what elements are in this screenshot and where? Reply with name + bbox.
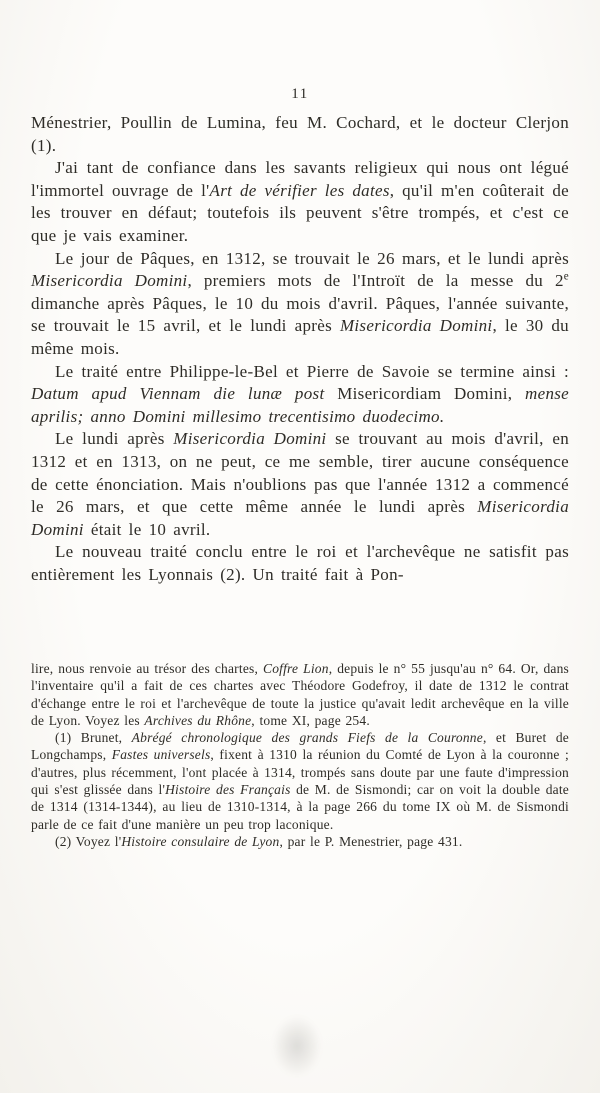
footnotes: [31, 660, 569, 850]
superscript-segment: e: [563, 270, 569, 283]
text-segment: J'ai tant de confiance dans les savants religieux qui nous ont légué l'immortel ouvrage de l': [31, 158, 569, 200]
italic-text-segment: Art de vérifier les dates: [209, 180, 390, 200]
italic-text-segment: Coffre Lion: [262, 661, 329, 676]
italic-text-segment: Misericordia Domini: [173, 429, 327, 449]
italic-text-segment: Fastes universels: [111, 747, 211, 763]
footnote-continuation: [31, 660, 569, 729]
italic-text-segment: Archives du Rhône: [144, 712, 252, 728]
italic-text-segment: Misericordia Domini: [339, 316, 493, 336]
text-segment: , qu'il m'en coûterait de les trouver en défaut; toutefois ils peuvent s'être trompés, et c'est ce que je vais examiner.: [31, 180, 570, 245]
text-segment: , et Buret de Longchamps,: [31, 730, 569, 763]
text-segment: , premiers mots de l'Introït de la messe du 2: [187, 271, 564, 291]
text-segment: lire, nous renvoie au trésor des chartes,: [31, 661, 263, 676]
italic-text-segment: Histoire consulaire de Lyon: [121, 833, 280, 849]
scan-smudge: [272, 1015, 322, 1077]
text-segment: (2) Voyez l': [55, 833, 122, 849]
text-segment: Le jour de Pâques, en 1312, se trouvait le 26 mars, et le lundi après: [55, 248, 569, 268]
text-segment: Ménestrier, Poullin de Lumina, feu M. Cochard, et le docteur Clerjon (1).: [31, 113, 569, 155]
text-segment: , par le P. Menestrier, page 431.: [279, 833, 463, 849]
paragraph-continuation: [31, 112, 569, 157]
footnote-1: [31, 729, 569, 833]
text-segment: Le traité entre Philippe-le-Bel et Pierre de Savoie se termine ainsi :: [55, 361, 569, 381]
text-segment: Misericordiam Domini,: [324, 384, 526, 404]
italic-text-segment: Abrégé chronologique des grands Fiefs de la Couronne: [131, 730, 483, 746]
italic-text-segment: Histoire des Français: [165, 782, 291, 798]
text-segment: , fixent à 1310 la réunion du Comté de Lyon à la couronne ; d'autres, plus récemment, l'ont placée à 1314, trompés sans doute par une faute d'impression qui s'est glissée dans l': [31, 747, 569, 798]
footnote-2: [31, 833, 569, 850]
paragraph-traite-philippe: [31, 361, 569, 429]
italic-text-segment: Datum apud Viennam die lunæ post: [31, 384, 325, 404]
text-segment: se trouvant au mois d'avril, en 1312 et en 1313, on ne peut, ce me semble, tirer aucune conséquence de cette énonciation. Mais n'oublions pas que l'année 1312 a commencé le 26 mars, et que cette même année le lundi après: [31, 429, 570, 517]
page-number: 11: [291, 86, 309, 102]
text-segment: (1) Brunet,: [55, 730, 132, 746]
italic-text-segment: mense aprilis; anno Domini millesimo trecentisimo duodecimo.: [31, 384, 570, 426]
body-text: [31, 112, 569, 586]
paragraph-paques-1312: [31, 248, 569, 361]
text-segment: Le lundi après: [55, 429, 174, 449]
text-segment: de M. de Sismondi; car on voit la double date de 1314 (1314-1344), au lieu de 1310-1314, à la page 266 du tome IX où M. de Sismondi parle de ce fait d'une manière un peu trop laconique.: [31, 782, 570, 832]
text-segment: , depuis le n° 55 jusqu'au n° 64. Or, dans l'inventaire qu'il a fait de ces chartes avec Théodore Godefroy, il date de 1312 le contrat d'échange entre le roi et l'archevêque de toute la justice qu'avait ledit archevêque en la ville de Lyon. Voyez les: [31, 661, 569, 728]
italic-text-segment: Misericordia Domini: [31, 497, 569, 539]
text-segment: dimanche après Pâques, le 10 du mois d'avril. Pâques, l'année suivante, se trouvait le 15 avril, et le lundi après: [31, 293, 569, 336]
paragraph-confiance: [31, 157, 569, 247]
paragraph-nouveau-traite: [31, 541, 569, 586]
text-segment: , le 30 du même mois.: [31, 316, 569, 358]
text-segment: , tome XI, page 254.: [251, 712, 370, 728]
text-segment: était le 10 avril.: [83, 519, 211, 539]
paragraph-lundi-apres: [31, 428, 569, 541]
text-segment: Le nouveau traité conclu entre le roi et l'archevêque ne satisfit pas entièrement les Lyonnais (2). Un traité fait à Pon-: [31, 542, 569, 584]
italic-text-segment: Misericordia Domini: [31, 271, 188, 291]
